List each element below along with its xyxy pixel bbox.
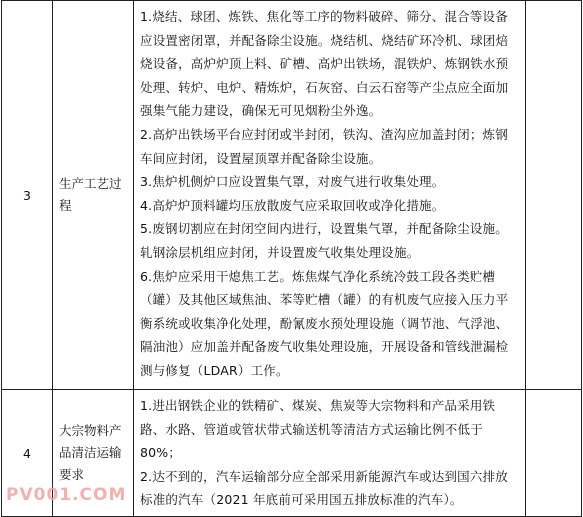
site-watermark: PV001.COM [6, 485, 127, 505]
content-cell [134, 390, 526, 517]
content-item: 6.焦炉应采用干熄焦工艺。炼焦煤气净化系统冷鼓工段各类贮槽（罐）及其他区域焦油、苯等贮槽（罐）的有机废气应接入压力平衡系统或收集净化处理，酚氰废水预处理设施（调节池、气浮池、隔油池）应加盖并配备废气收集处理设施，开展设备和管线泄漏检测与修复（LDAR）工作。 [140, 268, 509, 378]
category-cell: 大宗物料产品清洁运输要求 [53, 390, 134, 517]
empty-cell [526, 390, 582, 517]
content-item: 5.废钢切割应在封闭空间内进行，设置集气罩，并配备除尘设施。轧钢涂层机组应封闭，并设置废气收集处理设施。 [140, 221, 508, 260]
content-item: 1.烧结、球团、炼铁、焦化等工序的物料破碎、筛分、混合等设备应设置密闭罩，并配备除尘设施。烧结机、烧结矿环冷机、球团焙烧设备，高炉炉顶上料、矿槽、高炉出铁场，混铁炉、炼钢铁水预处理、转炉、电炉、精炼炉，石灰窑、白云石窑等产尘点应全面加强集气能力建设，确保无可见烟粉尘外逸。 [140, 9, 509, 119]
content-item: 4.高炉炉顶料罐均压放散废气应采取回收或净化措施。 [140, 197, 445, 213]
content-item: 3.焦炉机侧炉口应设置集气罩，对废气进行收集处理。 [140, 174, 445, 190]
content-item: 2.高炉出铁场平台应封闭或半封闭，铁沟、渣沟应加盖封闭；炼钢车间应封闭，设置屋顶罩并配备除尘设施。 [140, 126, 508, 166]
content-cell [134, 1, 526, 390]
content-item: 2.达不到的，汽车运输部分应全部采用新能源汽车或达到国六排放标准的汽车（2021 年底前可采用国五排放标准的汽车）。 [140, 468, 508, 508]
category-cell: 生产工艺过程 [53, 1, 134, 390]
row-number-cell: 4 [2, 390, 53, 517]
empty-cell [526, 1, 582, 390]
table-row-3 [2, 1, 582, 390]
content-item: 1.进出钢铁企业的铁精矿、煤炭、焦炭等大宗物料和产品采用铁路、水路、管道或管状带式输送机等清洁方式运输比例不低于80%； [140, 398, 496, 461]
row-number-cell: 3 [2, 1, 53, 390]
requirements-table [1, 0, 582, 517]
